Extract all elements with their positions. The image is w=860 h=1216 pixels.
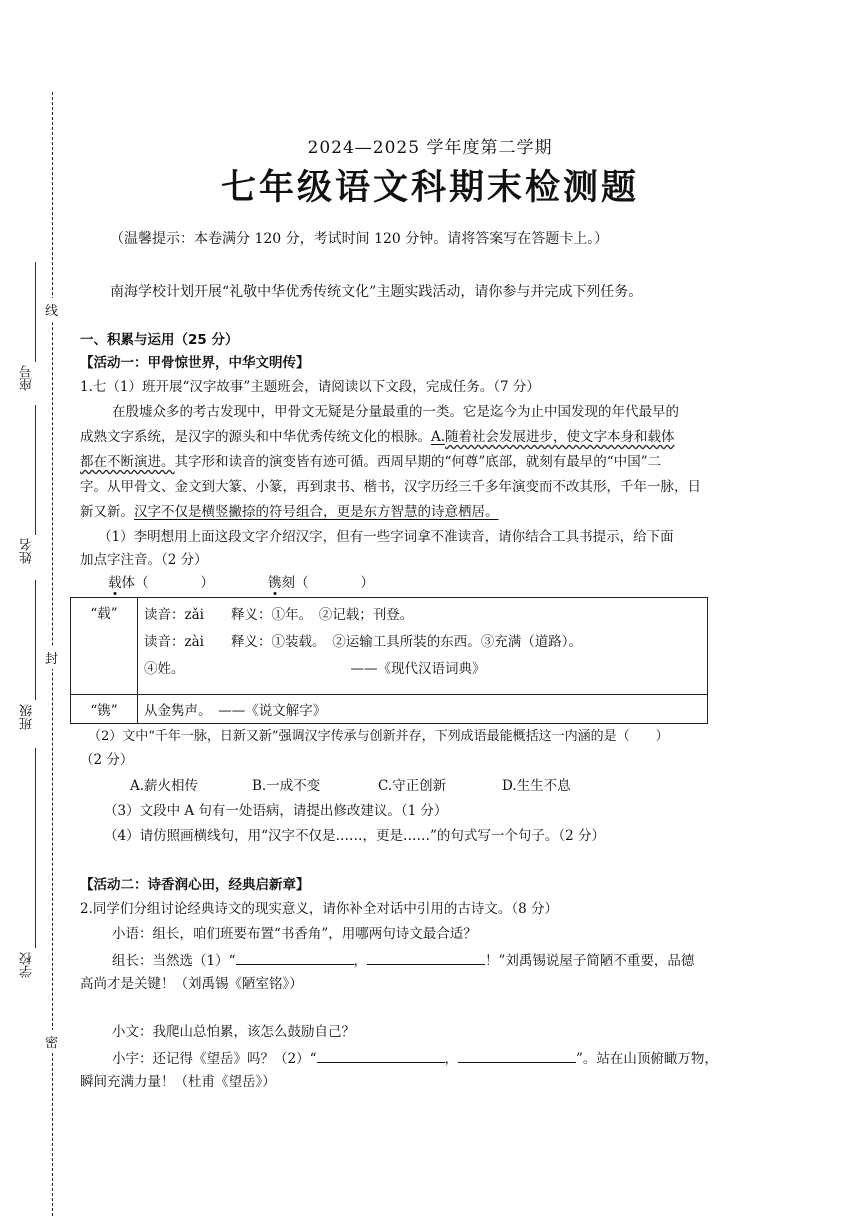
answer-blank-2a[interactable] <box>317 1047 445 1063</box>
dialog-line-1: 小语：组长，咱们班要布置“书香角”，用哪两句诗文最合适？ <box>112 926 477 942</box>
dict-body-zai: 读音：zǎi 释义：①年。 ②记载；刊登。 读音：zài 释义：①装载。 ②运输工具所装的东西。③充满（道路）。 ④姓。 ——《现代汉语词典》 <box>138 598 708 695</box>
activity-one-title: 【活动一：甲骨惊世界，中华文明传】 <box>80 355 310 371</box>
option-a: A.薪火相传 <box>130 778 199 794</box>
passage-line-1: 在殷墟众多的考古发现中，甲骨文无疑是分量最重的一类。它是迄今为止中国发现的年代最早的 <box>112 404 679 420</box>
answer-blank-1b[interactable] <box>367 949 485 965</box>
sentence-a-part1: 随着社会发展进步，使文字本身和载体 <box>445 429 675 445</box>
seal-char-line: 线 <box>45 298 58 321</box>
answer-blank-1a[interactable] <box>236 949 354 965</box>
dict-body-juan: 从金隽声。 ——《说文解字》 <box>138 695 708 724</box>
passage-line-2: 成熟文字系统，是汉字的源头和中华优秀传统文化的根脉。A.随着社会发展进步，使文字本身和载体 <box>80 429 675 445</box>
section-title: 一、积累与运用（25 分） <box>80 332 239 348</box>
margin-rule-name <box>35 405 36 535</box>
dialog-line-2: 组长：当然选（1）“ ， ！”刘禹锡说屋子简陋不重要，品德 <box>112 949 694 971</box>
option-b: B.一成不变 <box>252 778 321 794</box>
sub-question-2-line1: （2）文中“千年一脉，日新又新”强调汉字传承与创新并存，下列成语最能概括这一内涵的是（ ） <box>88 729 669 744</box>
passage-line-3: 都在不断演进。其字形和读音的演变皆有迹可循。西周早期的“何尊”底部，就刻有最早的“中国”二 <box>80 454 662 470</box>
sub-question-4: （4）请仿照画横线句，用“汉字不仅是……，更是……”的句式写一个句子。（2 分） <box>104 828 606 844</box>
school-year: 2024—2025 学年度第二学期 <box>307 138 553 158</box>
answer-blank-2b[interactable] <box>458 1047 576 1063</box>
margin-rule-school <box>35 748 36 948</box>
question-2: 2.同学们分组讨论经典诗文的现实意义，请你补全对话中引用的古诗文。（8 分） <box>80 901 559 917</box>
margin-rule-seat <box>35 262 36 362</box>
sentence-a-part2: 都在不断演进。 <box>80 454 175 470</box>
sub-question-3: （3）文段中 A 句有一处语病，请提出修改建议。（1 分） <box>104 803 448 819</box>
dialog-line-4b: 瞬间充满力量！（杜甫《望岳》） <box>80 1074 276 1090</box>
question-1: 1.七（1）班开展“汉字故事”主题班会，请阅读以下文段，完成任务。（7 分） <box>80 379 540 395</box>
pinyin-item-2: 镌刻（ ） <box>268 575 374 591</box>
seal-char-seal: 封 <box>45 646 58 669</box>
sentence-a-label: A. <box>431 429 446 445</box>
dict-head-juan: “镌” <box>71 695 138 724</box>
passage-line-5: 新又新。汉字不仅是横竖撇捺的符号组合，更是东方智慧的诗意栖居。 <box>80 504 499 520</box>
exam-title: 七年级语文科期末检测题 <box>220 168 639 208</box>
option-c: C.守正创新 <box>378 778 447 794</box>
sub-question-1-line2: 加点字注音。（2 分） <box>80 552 208 568</box>
activity-two-title: 【活动二：诗香润心田，经典启新章】 <box>80 877 310 893</box>
dict-row-zai <box>71 598 708 695</box>
margin-label-class: 班级 <box>20 704 35 730</box>
margin-label-school: 学校 <box>20 952 35 978</box>
sub-question-1-line1: （1）李明想用上面这段文字介绍汉字，但有一些字词拿不准读音，请你结合工具书提示，给下面 <box>98 529 674 545</box>
exam-notice: （温馨提示：本卷满分 120 分，考试时间 120 分钟。请将答案写在答题卡上。） <box>110 231 609 247</box>
dictionary-table <box>70 597 708 724</box>
dict-head-zai: “载” <box>71 598 138 695</box>
dialog-line-2b: 高尚才是关键！（刘禹锡《陋室铭》） <box>80 976 303 992</box>
seal-char-secret: 密 <box>45 1030 58 1053</box>
pinyin-item-1: 载体（ ） <box>108 575 214 591</box>
passage-line-4: 字。从甲骨文、金文到大篆、小篆，再到隶书、楷书，汉字历经三千多年演变而不改其形，千年一脉，日 <box>80 479 701 495</box>
sub-question-2-line2: （2 分） <box>80 752 134 768</box>
margin-label-name: 姓名 <box>20 538 35 564</box>
intro-text: 南海学校计划开展“礼敬中华优秀传统文化”主题实践活动，请你参与并完成下列任务。 <box>110 284 643 300</box>
margin-rule-class <box>35 580 36 700</box>
dialog-line-3: 小文：我爬山总怕累，该怎么鼓励自己？ <box>112 1024 355 1040</box>
margin-label-seat: 座号 <box>20 365 35 391</box>
option-d: D.生生不息 <box>502 778 571 794</box>
underlined-sentence: 汉字不仅是横竖撇捺的符号组合，更是东方智慧的诗意栖居。 <box>134 504 499 520</box>
dict-row-juan <box>71 695 708 724</box>
dialog-line-4: 小宇：还记得《望岳》吗？（2）“ ， ”。站在山顶俯瞰万物， <box>112 1047 718 1069</box>
